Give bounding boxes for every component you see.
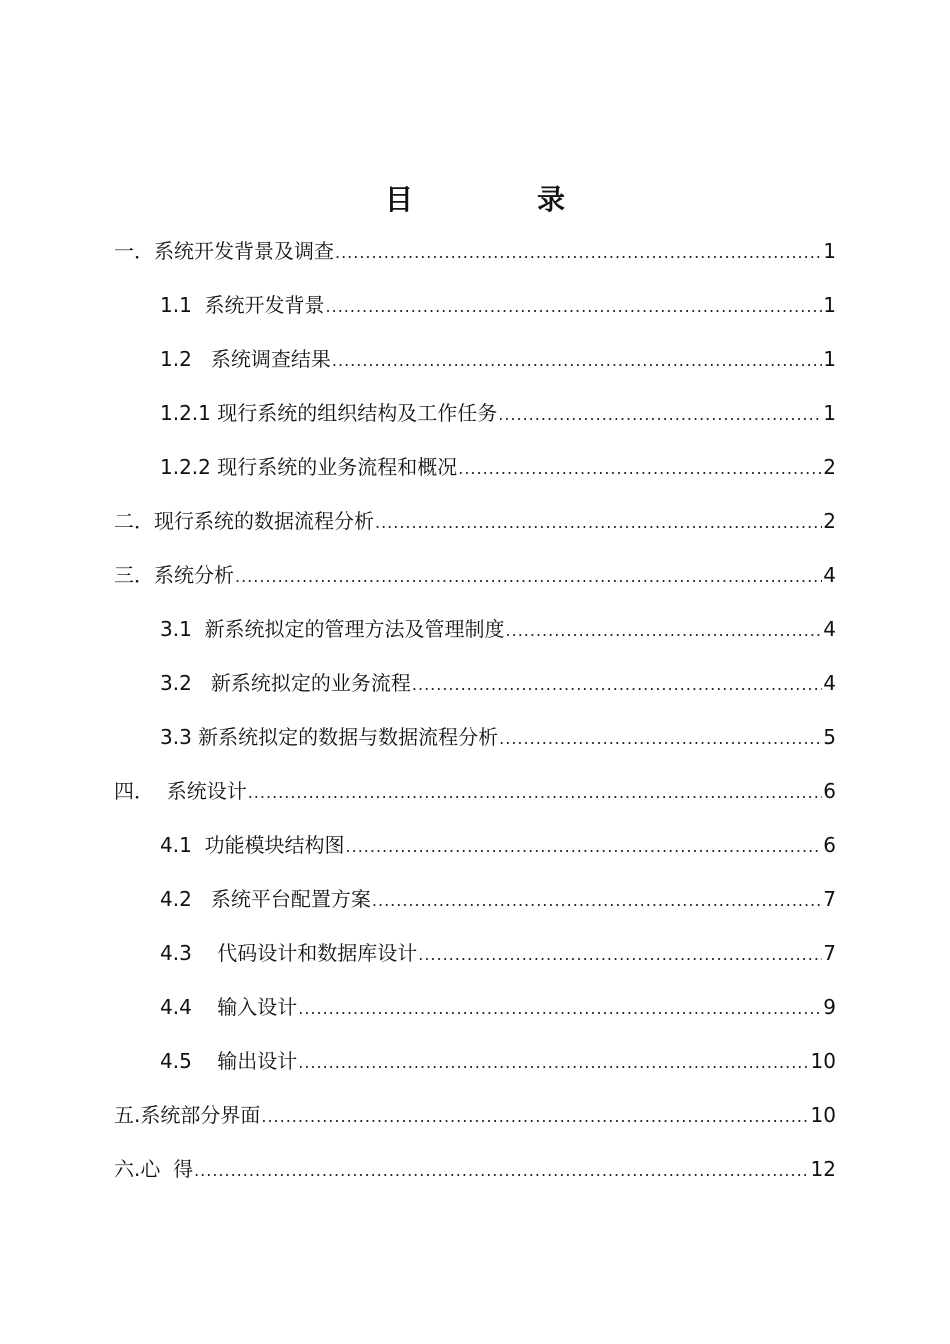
toc-entry[interactable] bbox=[114, 773, 836, 827]
toc-entry-title: 1.2.2 现行系统的业务流程和概况 bbox=[160, 455, 458, 479]
toc-entry[interactable] bbox=[114, 1151, 836, 1205]
toc-page-number: 10 bbox=[810, 1049, 836, 1073]
toc-dot-leader bbox=[498, 397, 822, 433]
toc-dot-leader bbox=[248, 775, 823, 811]
toc-page-number: 6 bbox=[823, 779, 836, 803]
toc-entry-title: 3.2 新系统拟定的业务流程 bbox=[160, 671, 411, 695]
toc-entry[interactable] bbox=[114, 233, 836, 287]
toc-page-number: 10 bbox=[810, 1103, 836, 1127]
toc-entry-title: 三．系统分析 bbox=[114, 563, 234, 587]
toc-page-number: 1 bbox=[823, 293, 836, 317]
toc-entry-title: 4.1 功能模块结构图 bbox=[160, 833, 345, 857]
toc-entry-title: 3.1 新系统拟定的管理方法及管理制度 bbox=[160, 617, 505, 641]
toc-page-number: 9 bbox=[823, 995, 836, 1019]
toc-dot-leader bbox=[298, 991, 822, 1027]
toc-entry[interactable] bbox=[114, 395, 836, 449]
toc-dot-leader bbox=[326, 289, 823, 325]
toc-page-number: 12 bbox=[810, 1157, 836, 1181]
toc-entry-title: 四． 系统设计 bbox=[114, 779, 247, 803]
toc-page-number: 1 bbox=[823, 239, 836, 263]
toc-dot-leader bbox=[458, 451, 822, 487]
toc-entry[interactable] bbox=[114, 1097, 836, 1151]
toc-dot-leader bbox=[506, 613, 823, 649]
toc-entry[interactable] bbox=[114, 287, 836, 341]
table-of-contents bbox=[114, 233, 836, 1205]
toc-entry-title: 二．现行系统的数据流程分析 bbox=[114, 509, 374, 533]
toc-page-number: 2 bbox=[823, 509, 836, 533]
toc-entry[interactable] bbox=[114, 611, 836, 665]
toc-page-number: 2 bbox=[823, 455, 836, 479]
toc-entry[interactable] bbox=[114, 719, 836, 773]
toc-dot-leader bbox=[261, 1099, 809, 1135]
toc-entry-title: 4.4 输入设计 bbox=[160, 995, 298, 1019]
toc-entry[interactable] bbox=[114, 881, 836, 935]
toc-page-number: 1 bbox=[823, 347, 836, 371]
toc-dot-leader bbox=[499, 721, 822, 757]
toc-entry-title: 3.3 新系统拟定的数据与数据流程分析 bbox=[160, 725, 499, 749]
toc-entry-title: 1.2.1 现行系统的组织结构及工作任务 bbox=[160, 401, 498, 425]
toc-entry[interactable] bbox=[114, 989, 836, 1043]
toc-dot-leader bbox=[346, 829, 823, 865]
toc-dot-leader bbox=[375, 505, 822, 541]
toc-entry-title: 1.1 系统开发背景 bbox=[160, 293, 325, 317]
toc-dot-leader bbox=[235, 559, 822, 595]
toc-dot-leader bbox=[298, 1045, 809, 1081]
toc-entry-title: 五.系统部分界面 bbox=[114, 1103, 261, 1127]
toc-page-number: 4 bbox=[823, 671, 836, 695]
toc-entry-title: 4.5 输出设计 bbox=[160, 1049, 298, 1073]
toc-entry-title: 一．系统开发背景及调查 bbox=[114, 239, 334, 263]
toc-entry-title: 六.心 得 bbox=[114, 1157, 194, 1181]
toc-dot-leader bbox=[332, 343, 822, 379]
toc-dot-leader bbox=[335, 235, 822, 271]
toc-dot-leader bbox=[194, 1153, 809, 1189]
toc-entry[interactable] bbox=[114, 935, 836, 989]
toc-title: 目 录 bbox=[384, 183, 613, 216]
toc-entry-title: 4.3 代码设计和数据库设计 bbox=[160, 941, 418, 965]
toc-page-number: 4 bbox=[823, 563, 836, 587]
toc-dot-leader bbox=[418, 937, 822, 973]
toc-entry-title: 1.2 系统调查结果 bbox=[160, 347, 331, 371]
toc-entry[interactable] bbox=[114, 1043, 836, 1097]
toc-entry[interactable] bbox=[114, 341, 836, 395]
toc-entry-title: 4.2 系统平台配置方案 bbox=[160, 887, 371, 911]
toc-page-number: 7 bbox=[823, 887, 836, 911]
toc-entry[interactable] bbox=[114, 449, 836, 503]
toc-page-number: 6 bbox=[823, 833, 836, 857]
toc-page-number: 7 bbox=[823, 941, 836, 965]
toc-entry[interactable] bbox=[114, 665, 836, 719]
toc-page-number: 1 bbox=[823, 401, 836, 425]
toc-page-number: 4 bbox=[823, 617, 836, 641]
toc-dot-leader bbox=[412, 667, 822, 703]
toc-dot-leader bbox=[372, 883, 822, 919]
toc-entry[interactable] bbox=[114, 503, 836, 557]
toc-page-number: 5 bbox=[823, 725, 836, 749]
toc-entry[interactable] bbox=[114, 557, 836, 611]
toc-entry[interactable] bbox=[114, 827, 836, 881]
